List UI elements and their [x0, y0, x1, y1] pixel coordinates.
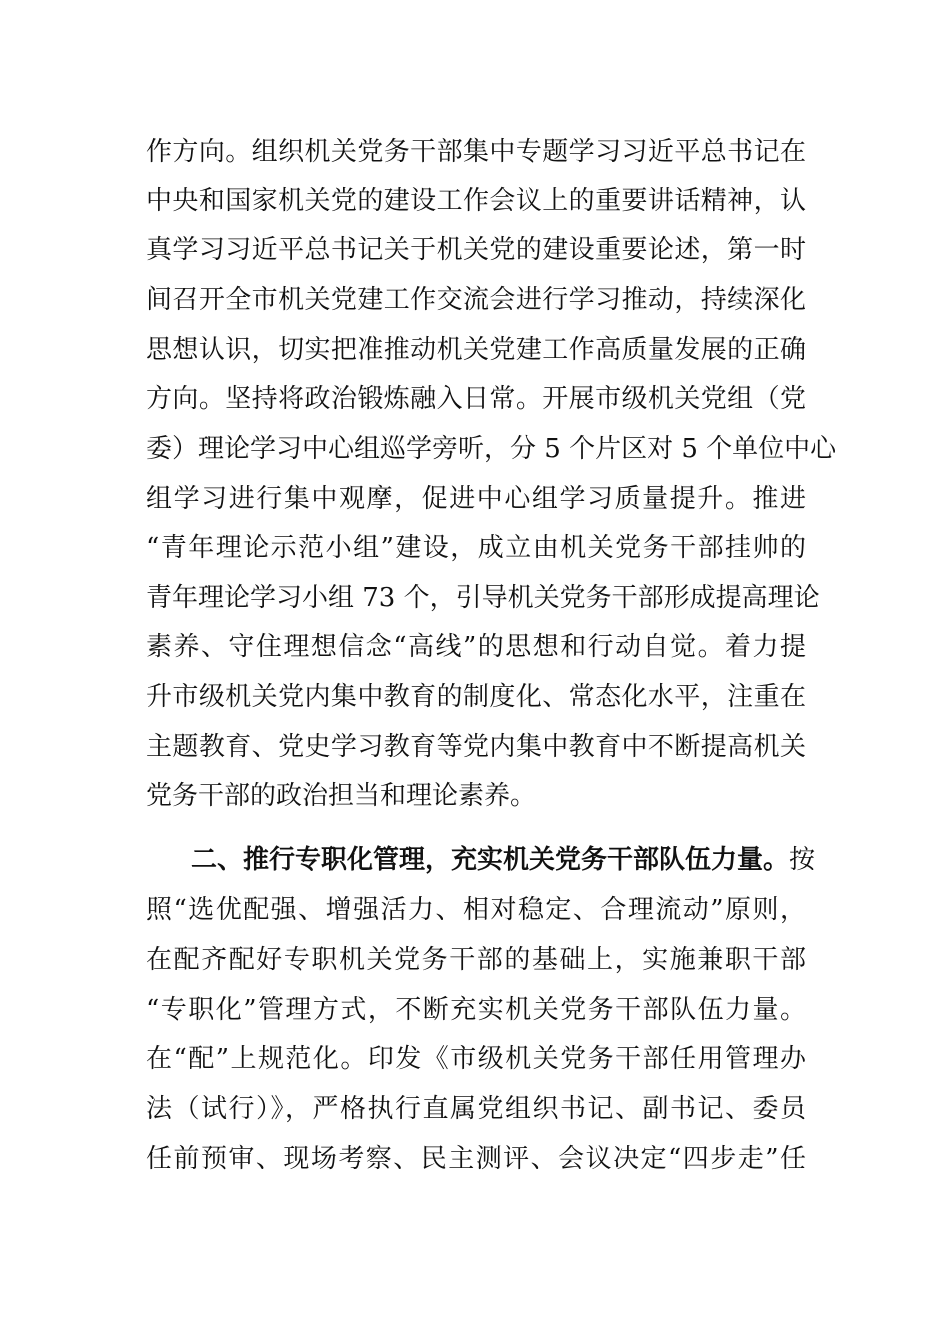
paragraph-1-line-2: 中央和国家机关党的建设工作会议上的重要讲话精神，认: [146, 186, 806, 216]
paragraph-2-line-1: 照“选优配强、增强活力、相对稳定、合理流动”原则，: [146, 895, 806, 925]
paragraph-1-line-4: 间召开全市机关党建工作交流会进行学习推动，持续深化: [146, 285, 806, 315]
paragraph-1-line-8: 组学习进行集中观摩，促进中心组学习质量提升。推进: [146, 484, 806, 514]
paragraph-1-line-13: 主题教育、党史学习教育等党内集中教育中不断提高机关: [146, 732, 806, 762]
paragraph-2-line-2: 在配齐配好专职机关党务干部的基础上，实施兼职干部: [146, 945, 806, 975]
paragraph-2-line-5: 法（试行）》，严格执行直属党组织书记、副书记、委员: [146, 1094, 806, 1124]
paragraph-1-line-1: 作方向。组织机关党务干部集中专题学习习近平总书记在: [146, 137, 806, 167]
section-heading: 二、推行专职化管理，充实机关党务干部队伍力量。: [191, 845, 790, 875]
paragraph-2-line-4: 在“配”上规范化。印发《市级机关党务干部任用管理办: [146, 1044, 806, 1074]
paragraph-1-line-12: 升市级机关党内集中教育的制度化、常态化水平，注重在: [146, 682, 806, 712]
paragraph-1-line-6: 方向。坚持将政治锻炼融入日常。开展市级机关党组（党: [146, 384, 806, 414]
paragraph-1-line-3: 真学习习近平总书记关于机关党的建设重要论述，第一时: [146, 235, 806, 265]
paragraph-2-line-3: “专职化”管理方式，不断充实机关党务干部队伍力量。: [146, 995, 806, 1025]
section-heading-line: [191, 840, 816, 880]
paragraph-2-line-6: 任前预审、现场考察、民主测评、会议决定“四步走”任: [146, 1144, 806, 1174]
paragraph-1-line-7: 委）理论学习中心组巡学旁听，分 5 个片区对 5 个单位中心: [146, 434, 837, 464]
section-heading-tail: 按: [789, 845, 816, 875]
paragraph-1-line-11: 素养、守住理想信念“高线”的思想和行动自觉。着力提: [146, 632, 806, 662]
paragraph-1-line-14: 党务干部的政治担当和理论素养。: [146, 781, 537, 811]
paragraph-1-line-5: 思想认识，切实把准推动机关党建工作高质量发展的正确: [146, 335, 806, 365]
paragraph-1-line-9: “青年理论示范小组”建设，成立由机关党务干部挂帅的: [146, 533, 806, 563]
paragraph-1-line-10: 青年理论学习小组 73 个，引导机关党务干部形成提高理论: [146, 583, 820, 613]
